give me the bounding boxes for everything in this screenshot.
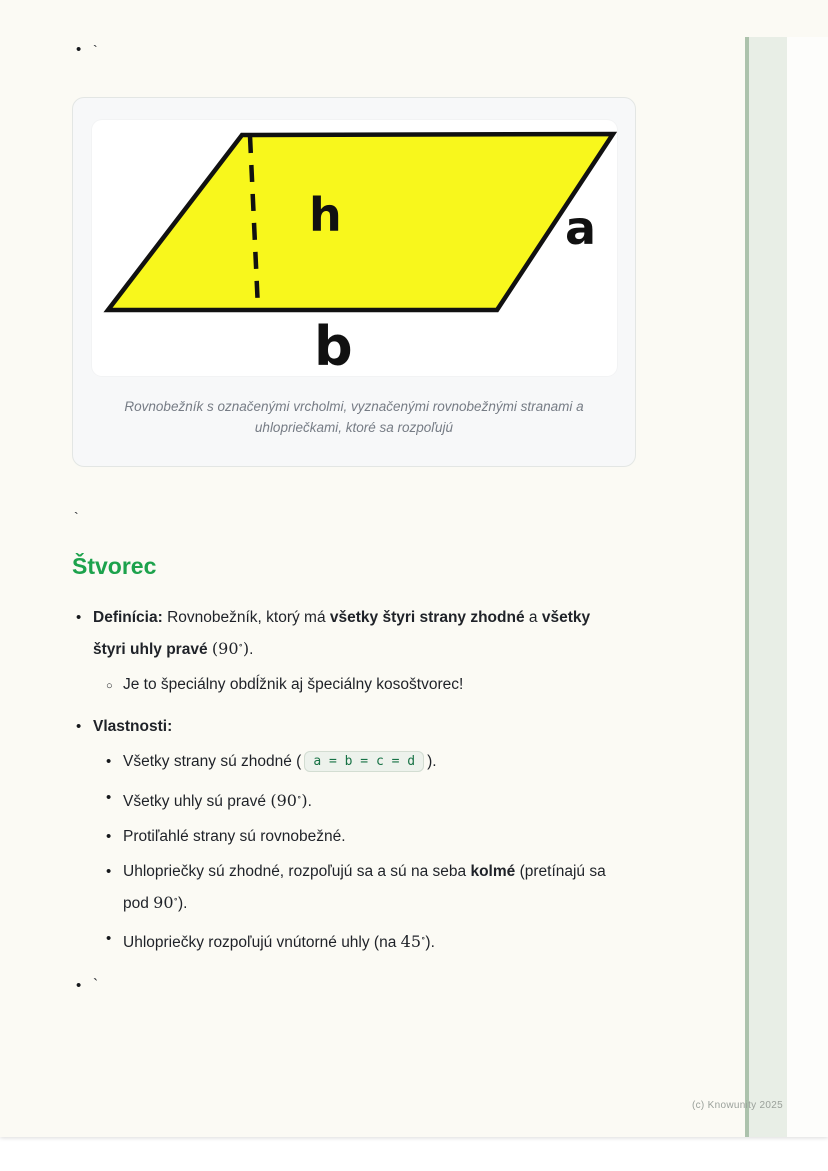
parallelogram-shape [108, 134, 613, 310]
text-segment: ) [301, 791, 308, 811]
text-segment: pod [123, 895, 154, 913]
text-segment: ∘ [173, 895, 178, 906]
text-segment: ). [177, 895, 188, 913]
list-item-text [123, 748, 437, 777]
text-segment: kolmé [470, 863, 516, 881]
circle-bullet-icon: ○ [106, 680, 113, 693]
caption-line-1: Rovnobežník s označenými vrcholmi, vyznačenými rovnobežnými stranami a [124, 399, 584, 414]
list-item [76, 713, 672, 741]
label-h: h [308, 188, 342, 242]
text-segment: ∘ [296, 793, 302, 804]
stray-bullet-top [76, 36, 672, 64]
list-item-text [123, 823, 346, 851]
list-item [76, 972, 672, 1000]
copyright-footer: (c) Knowunity 2025 [691, 1100, 783, 1111]
label-a: a [564, 201, 596, 255]
bullet-icon: • [76, 976, 82, 994]
text-segment: Protiľahlé strany sú rovnobežné. [123, 828, 346, 846]
stray-backtick: ` [93, 42, 98, 58]
bullet-icon: • [76, 718, 82, 736]
caption-line-2: uhlopriečkami, ktoré sa rozpoľujú [254, 420, 454, 435]
section-heading: Štvorec [72, 553, 157, 579]
parallelogram-svg [92, 120, 617, 376]
text-segment: Všetky uhly sú pravé [123, 793, 271, 811]
figure-card [72, 97, 636, 467]
list-item [106, 671, 672, 699]
list-item-text [123, 858, 606, 918]
text-segment: 90 [153, 893, 174, 913]
text-segment: ∘ [421, 934, 426, 945]
text-segment: Definícia: [93, 609, 163, 626]
text-segment: (pretínajú sa [515, 863, 606, 881]
text-segment: ` [93, 976, 99, 994]
text-segment: (90 [270, 791, 297, 811]
right-green-ribbon [745, 37, 787, 1137]
bullet-icon: • [106, 930, 112, 948]
text-segment: 45 [400, 932, 421, 952]
text-segment: Uhlopriečky sú zhodné, rozpoľujú sa a sú na seba [123, 863, 471, 881]
stray-backtick-mid: ` [74, 509, 79, 525]
list-item-text [93, 604, 590, 664]
list-item [106, 748, 672, 777]
text-segment: ). [425, 934, 435, 952]
text-segment: (90 [211, 639, 239, 659]
list-item [106, 858, 672, 918]
label-b: b [313, 315, 353, 376]
bullet-icon: • [76, 41, 82, 58]
bullet-icon: • [76, 609, 82, 626]
text-segment: ∘ [238, 641, 243, 651]
text-segment: ). [427, 753, 437, 771]
text-segment: . [307, 793, 312, 811]
text-segment: Všetky strany sú zhodné ( [123, 753, 302, 771]
list-item [106, 925, 672, 957]
list-item-text [123, 784, 312, 816]
text-segment: Uhlopriečky rozpoľujú vnútorné uhly (na [123, 934, 401, 952]
text-segment: ) [242, 639, 250, 659]
text-segment: všetky štyri strany zhodné [329, 609, 525, 626]
text-segment: a [524, 609, 542, 626]
text-segment: Rovnobežník, ktorý má [162, 609, 330, 626]
bullet-icon: • [106, 828, 112, 846]
list-item-text [123, 671, 463, 699]
parallelogram-figure [92, 120, 617, 376]
list-item [76, 604, 672, 664]
bullet-icon: • [106, 753, 112, 771]
figure-caption [91, 396, 617, 438]
list-item-text [93, 972, 98, 1000]
text-segment: všetky [541, 609, 591, 626]
list-item-text [93, 713, 172, 741]
text-segment: Vlastnosti: [93, 718, 173, 736]
right-page-margin [787, 37, 828, 1137]
bullet-icon: • [106, 789, 112, 807]
inline-code-chip: a = b = c = d [304, 751, 424, 772]
bullet-icon: • [106, 863, 112, 881]
list-item [106, 823, 672, 851]
list-item [106, 784, 672, 816]
text-segment: Je to špeciálny obdĺžnik aj špeciálny kosoštvorec! [123, 676, 464, 694]
text-segment: . [249, 641, 254, 659]
text-segment: štyri uhly pravé [93, 641, 208, 659]
page-content [0, 36, 672, 1000]
list-item-text [123, 925, 435, 957]
properties-list [72, 604, 672, 1000]
